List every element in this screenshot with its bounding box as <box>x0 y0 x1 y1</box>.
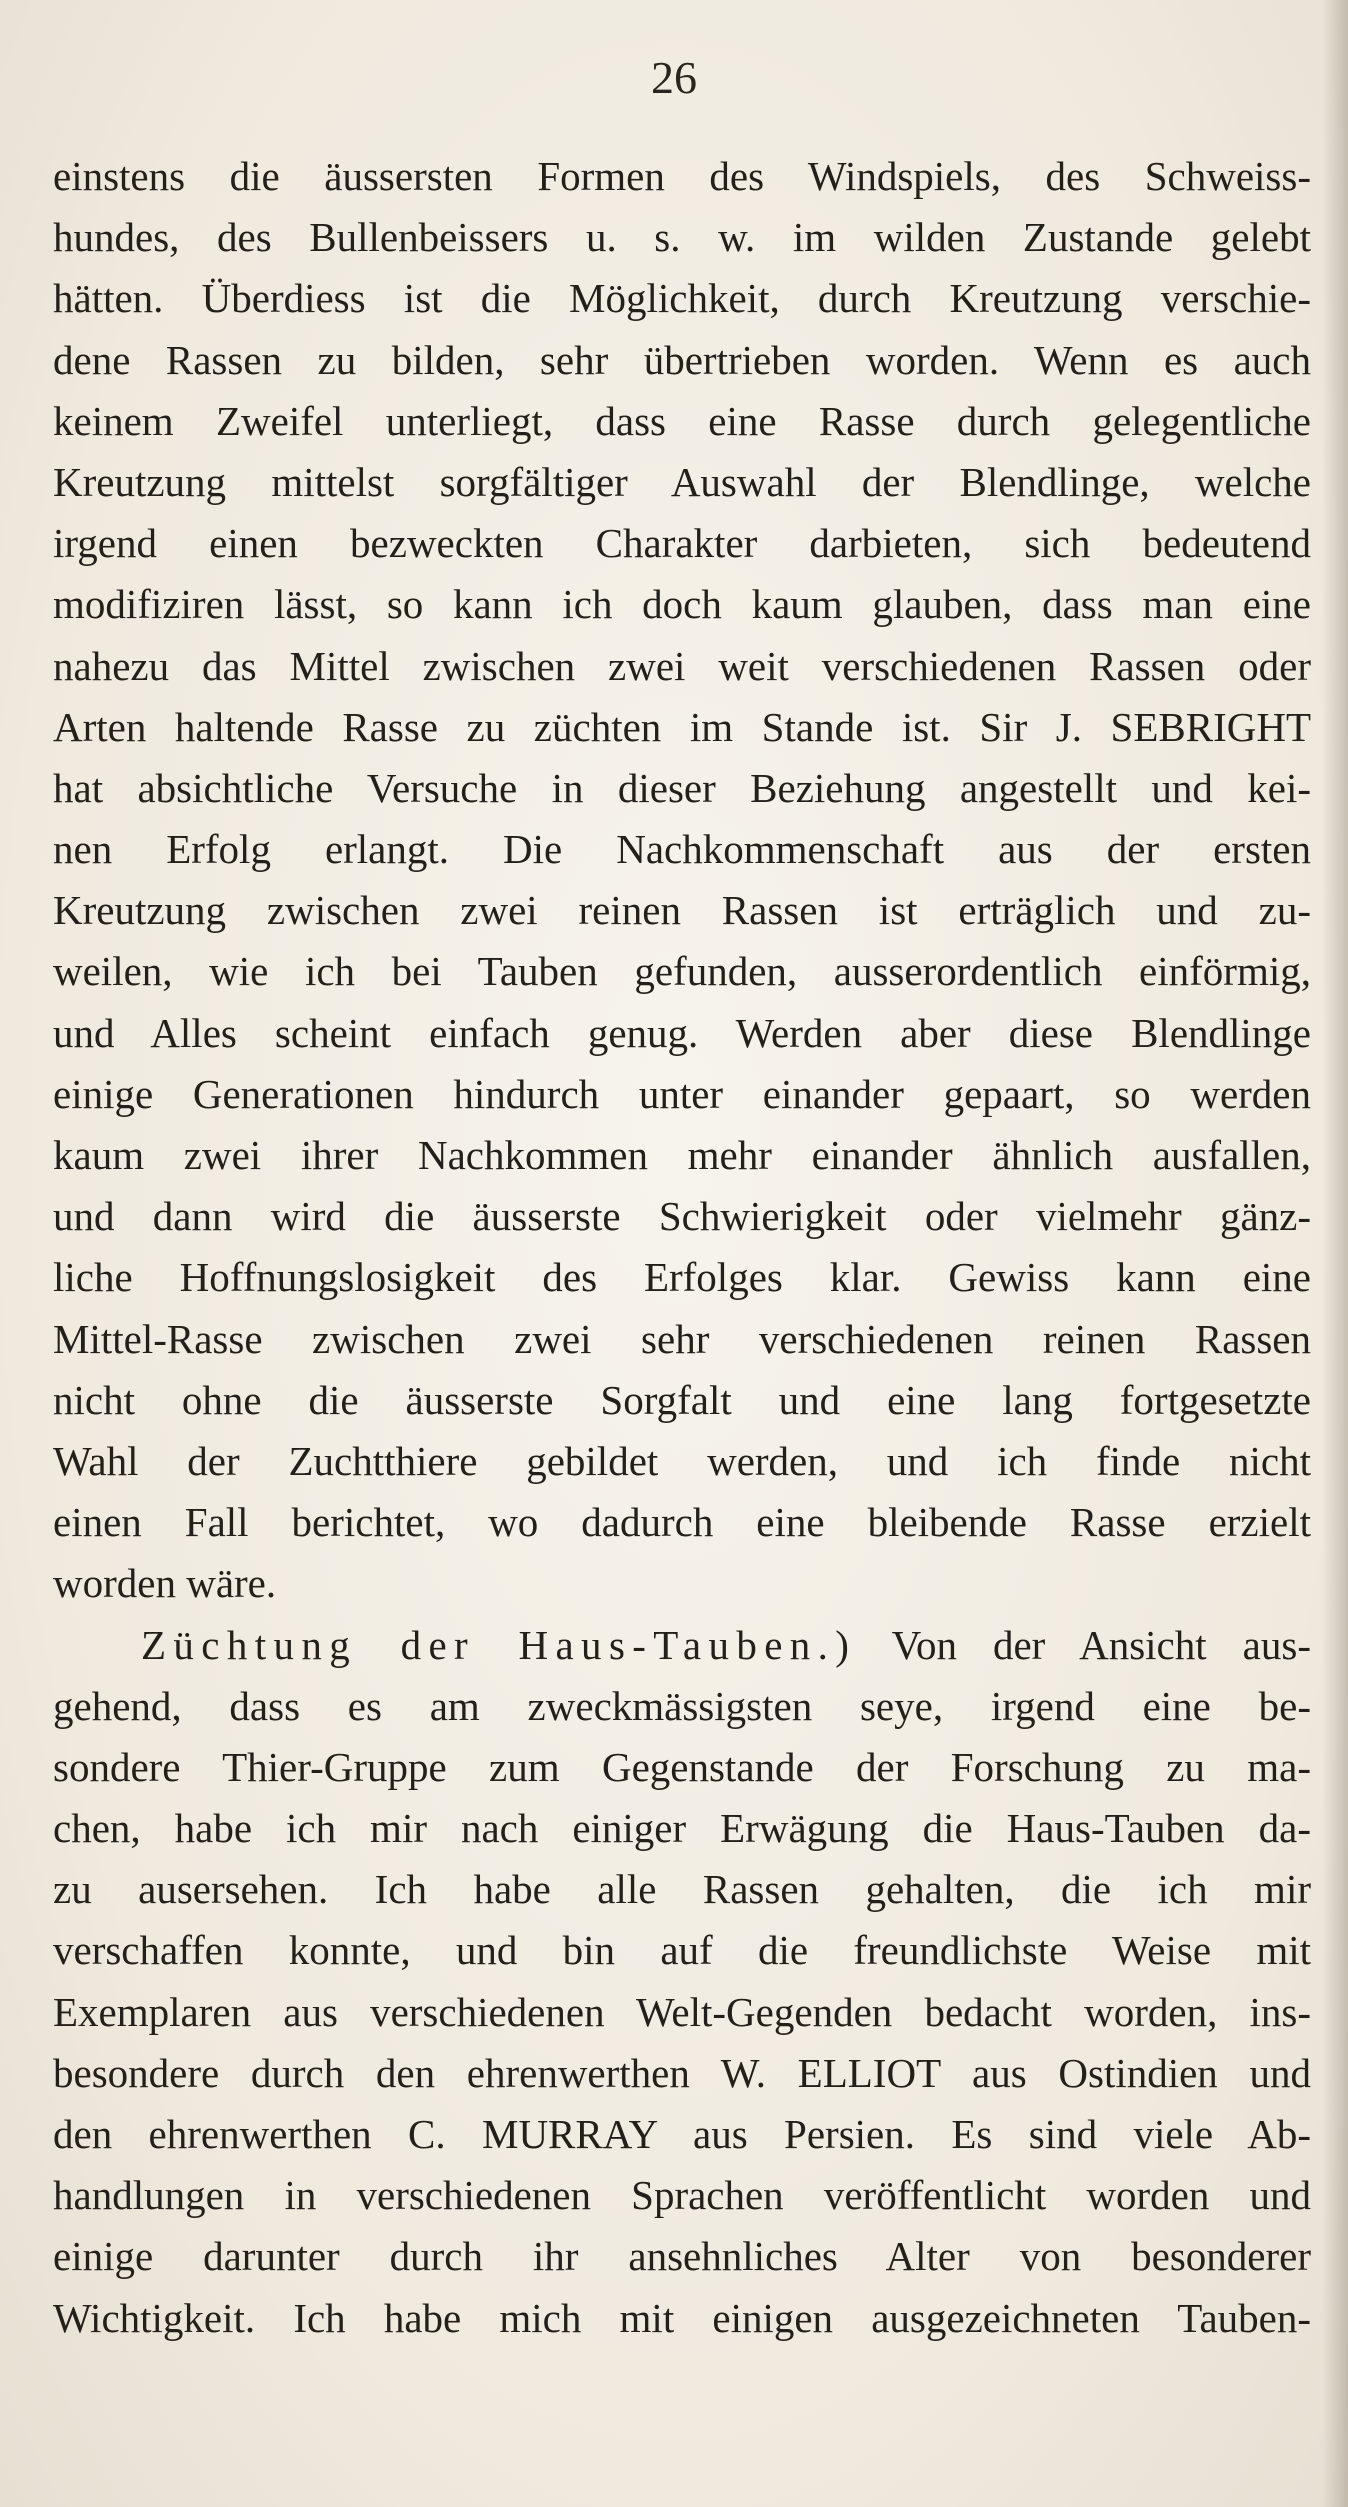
text-line: irgend einen bezweckten Charakter darbieten, sich bedeutend <box>53 520 1311 567</box>
text-line: worden wäre. <box>53 1560 277 1607</box>
text-line: besondere durch den ehrenwerthen W. ELLIOT aus Ostindien und <box>53 2049 1311 2096</box>
page-number: 26 <box>651 52 697 103</box>
text-line: einige Generationen hindurch unter einander gepaart, so werden <box>53 1070 1311 1117</box>
text-line: modifiziren lässt, so kann ich doch kaum glauben, dass man eine <box>53 581 1311 628</box>
text-line: sondere Thier-Gruppe zum Gegenstande der Forschung zu ma- <box>53 1743 1311 1790</box>
text-line: einen Fall berichtet, wo dadurch eine bleibende Rasse erzielt <box>53 1499 1311 1546</box>
text-line: nicht ohne die äusserste Sorgfalt und eine lang fortgesetzte <box>53 1376 1311 1423</box>
body-text <box>53 146 1311 2349</box>
text-line: kaum zwei ihrer Nachkommen mehr einander ähnlich ausfallen, <box>53 1132 1311 1178</box>
text-line: nen Erfolg erlangt. Die Nachkommenschaft aus der ersten <box>53 826 1311 873</box>
text-line: weilen, wie ich bei Tauben gefunden, ausserordentlich einförmig, <box>53 948 1311 995</box>
text-line: liche Hoffnungslosigkeit des Erfolges klar. Gewiss kann eine <box>53 1254 1311 1301</box>
text-line: hat absichtliche Versuche in dieser Beziehung angestellt und kei- <box>53 764 1311 811</box>
section-heading: Züchtung der Haus-Tauben.) <box>141 1621 857 1668</box>
text-line: keinem Zweifel unterliegt, dass eine Rasse durch gelegentliche <box>53 397 1311 444</box>
text-line: und Alles scheint einfach genug. Werden aber diese Blendlinge <box>53 1009 1311 1056</box>
text-line: zu ausersehen. Ich habe alle Rassen gehalten, die ich mir <box>53 1866 1311 1913</box>
text-line: Arten haltende Rasse zu züchten im Stande ist. Sir J. SEBRIGHT <box>53 703 1311 750</box>
text-line: den ehrenwerthen C. MURRAY aus Persien. Es sind viele Ab- <box>53 2111 1311 2157</box>
text-line: nahezu das Mittel zwischen zwei weit verschiedenen Rassen oder <box>53 642 1311 689</box>
text-line: handlungen in verschiedenen Sprachen veröffentlicht worden und <box>53 2172 1311 2219</box>
text-line: Kreutzung zwischen zwei reinen Rassen ist erträglich und zu- <box>53 887 1311 934</box>
text-line: Exemplaren aus verschiedenen Welt-Gegenden bedacht worden, ins- <box>53 1988 1311 2035</box>
text-line: dene Rassen zu bilden, sehr übertrieben worden. Wenn es auch <box>53 336 1311 383</box>
text-line: hundes, des Bullenbeissers u. s. w. im wilden Zustande gelebt <box>53 214 1311 261</box>
text-line: hätten. Überdiess ist die Möglichkeit, durch Kreutzung verschie- <box>53 275 1311 322</box>
text-line: gehend, dass es am zweckmässigsten seye, irgend eine be- <box>53 1682 1311 1729</box>
text-line: Wahl der Zuchtthiere gebildet werden, und ich finde nicht <box>53 1437 1311 1484</box>
text-line: Mittel-Rasse zwischen zwei sehr verschiedenen reinen Rassen <box>53 1315 1311 1362</box>
section-first-line <box>53 1615 1311 1676</box>
page-edge-shadow <box>1322 0 1348 2507</box>
text-line: einstens die äussersten Formen des Windspiels, des Schweiss- <box>53 153 1311 199</box>
text-line: Kreutzung mittelst sorgfältiger Auswahl der Blendlinge, welche <box>53 458 1311 505</box>
text-line: verschaffen konnte, und bin auf die freundlichste Weise mit <box>53 1927 1311 1974</box>
text-line: chen, habe ich mir nach einiger Erwägung die Haus-Tauben da- <box>53 1805 1311 1852</box>
text-line: einige darunter durch ihr ansehnliches Alter von besonderer <box>53 2233 1311 2280</box>
section-first-line-rest: Von der Ansicht aus- <box>891 1621 1311 1668</box>
text-line: und dann wird die äusserste Schwierigkeit oder vielmehr gänz- <box>53 1193 1311 1240</box>
text-line: Wichtigkeit. Ich habe mich mit einigen ausgezeichneten Tauben- <box>53 2294 1311 2341</box>
